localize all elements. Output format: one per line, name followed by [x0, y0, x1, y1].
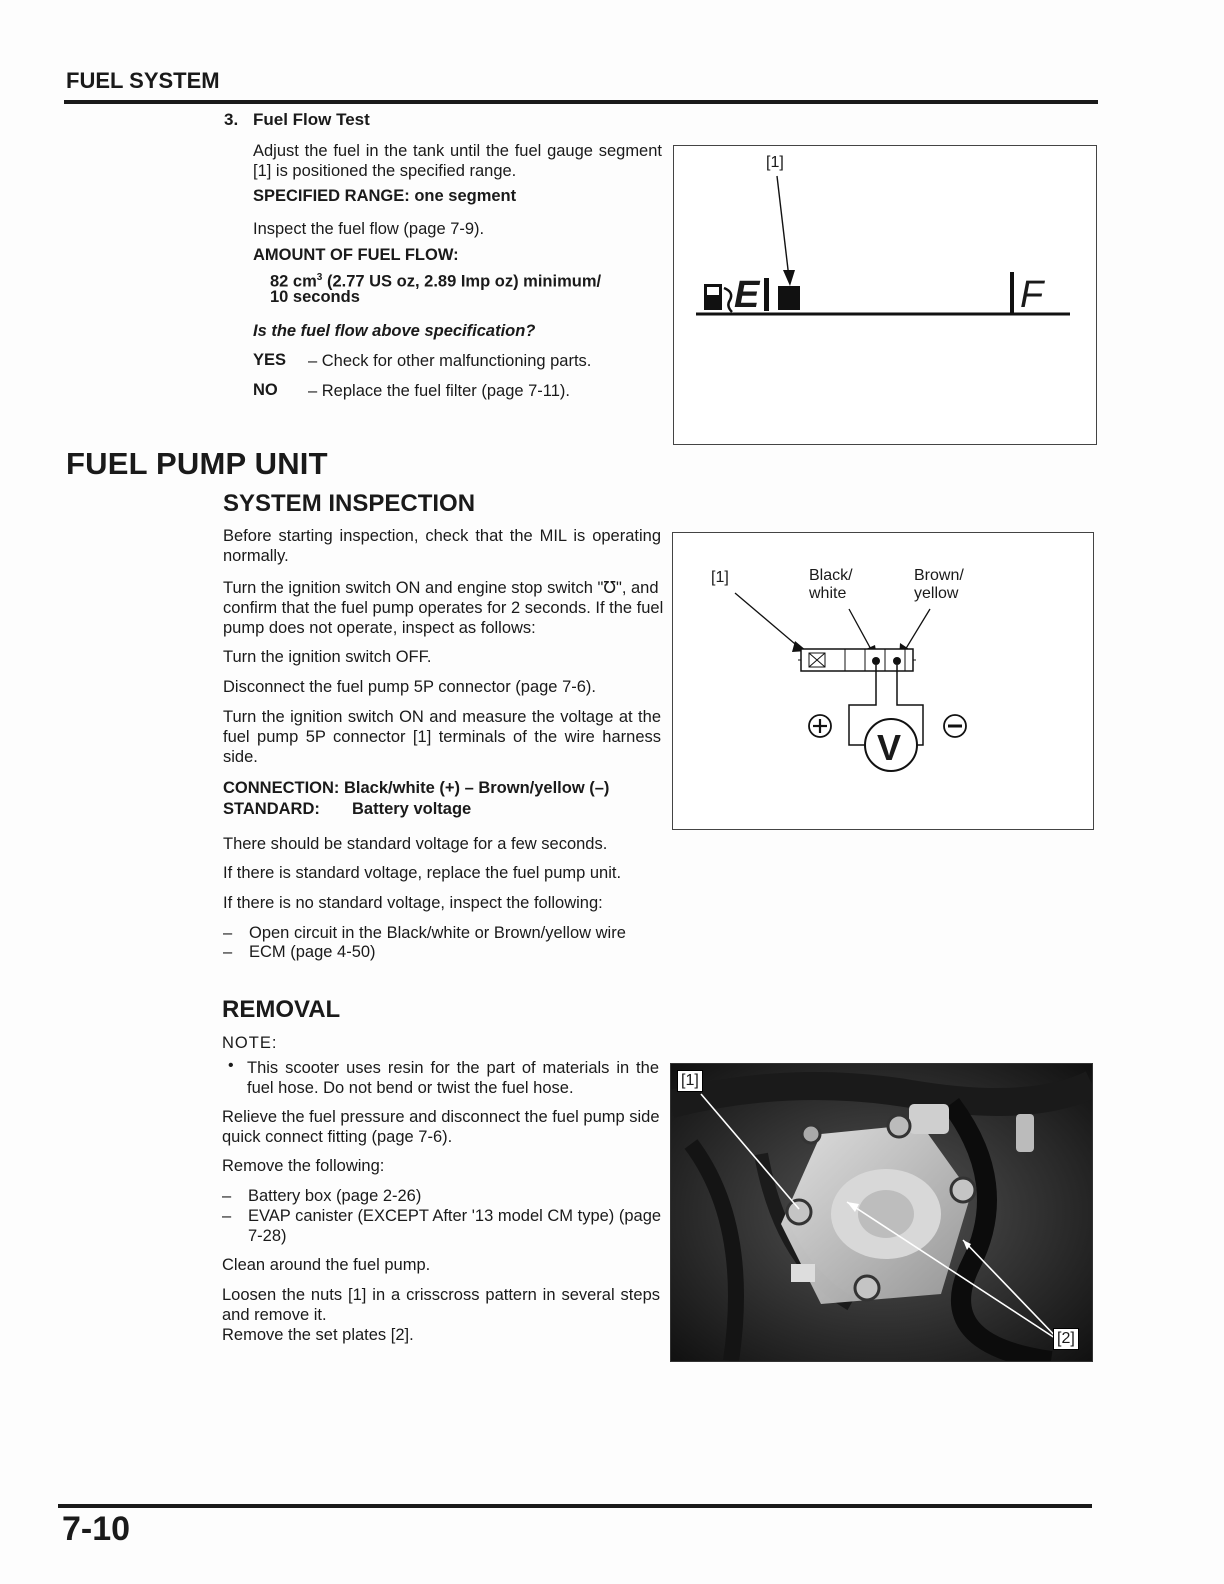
- removal-title: REMOVAL: [222, 996, 341, 1023]
- wire-label-black-white: Black/ white: [809, 567, 853, 602]
- inspection-p7: If there is standard voltage, replace the fuel pump unit.: [223, 864, 622, 882]
- gauge-callout: [1]: [766, 154, 784, 171]
- removal-p1: Relieve the fuel pressure and disconnect the fuel pump side quick connect fitting (page 7-6).: [222, 1108, 660, 1146]
- note-label: NOTE:: [222, 1034, 278, 1052]
- removal-p5: Remove the set plates [2].: [222, 1326, 414, 1344]
- note-bullet: •: [228, 1057, 234, 1074]
- removal-p4: Loosen the nuts [1] in a crisscross pattern in several steps and remove it.: [222, 1286, 660, 1324]
- connection-spec: CONNECTION: Black/white (+) – Brown/yellow (–): [223, 779, 610, 797]
- full-letter: F: [1020, 274, 1044, 316]
- amount-value: 82 $cm^3$ (2.77 US oz, 2.89 Imp oz) minimum/: [270, 272, 602, 291]
- footer-rule: [58, 1504, 1092, 1508]
- standard-value: Battery voltage: [352, 800, 472, 818]
- removal-p2: Remove the following:: [222, 1157, 385, 1175]
- flow-question: Is the fuel flow above specification?: [253, 322, 536, 340]
- header-rule: [64, 100, 1098, 104]
- fuel-gauge-figure: [673, 145, 1097, 445]
- no-label: NO: [253, 381, 278, 399]
- page-number: 7-10: [62, 1510, 131, 1548]
- standard-label: STANDARD:: [223, 800, 320, 818]
- system-inspection-title: SYSTEM INSPECTION: [223, 490, 476, 517]
- inspection-p2: Turn the ignition switch ON and engine stop switch "℧", and confirm that the fuel pump operates for 2 seconds. If the fuel pump does not operate, inspect as follows:: [223, 579, 664, 637]
- connector-callout: [1]: [711, 569, 729, 586]
- removal-p3: Clean around the fuel pump.: [222, 1256, 431, 1274]
- fuel-pump-photo: [670, 1063, 1093, 1362]
- list-item: – Battery box (page 2-26): [222, 1187, 422, 1205]
- inspection-p8: If there is no standard voltage, inspect the following:: [223, 894, 603, 912]
- inspection-p4: Disconnect the fuel pump 5P connector (page 7-6).: [223, 678, 596, 696]
- step-title: Fuel Flow Test: [253, 110, 370, 129]
- photo-drawing: [671, 1064, 1092, 1361]
- step-number: 3.: [224, 110, 239, 129]
- specified-range: SPECIFIED RANGE: one segment: [253, 187, 517, 205]
- list-item: – ECM (page 4-50): [223, 943, 376, 961]
- photo-callout-1: [1]: [677, 1070, 703, 1092]
- inspection-p1: Before starting inspection, check that the MIL is operating normally.: [223, 527, 661, 565]
- connector-drawing: [673, 533, 1093, 829]
- yes-label: YES: [253, 351, 287, 369]
- wire-label-brown-yellow: Brown/ yellow: [914, 567, 964, 602]
- removal-note: This scooter uses resin for the part of materials in the fuel hose. Do not bend or twist the fuel hose.: [247, 1059, 659, 1097]
- list-item: – EVAP canister (EXCEPT After '13 model CM type) (page 7-28): [222, 1207, 662, 1245]
- inspection-p6: There should be standard voltage for a few seconds.: [223, 835, 608, 853]
- inspection-p5: Turn the ignition switch ON and measure the voltage at the fuel pump 5P connector [1] terminals of the wire harness side.: [223, 708, 661, 766]
- inspect-flow-text: Inspect the fuel flow (page 7-9).: [253, 220, 485, 238]
- yes-text: – Check for other malfunctioning parts.: [308, 352, 592, 370]
- photo-callout-2: [2]: [1053, 1328, 1079, 1350]
- empty-letter: E: [734, 274, 760, 316]
- fuel-flow-instruction: Adjust the fuel in the tank until the fuel gauge segment [1] is positioned the specified range.: [253, 142, 662, 180]
- connector-figure: [672, 532, 1094, 830]
- amount-time: 10 seconds: [270, 288, 360, 306]
- fuel-pump-unit-title: FUEL PUMP UNIT: [66, 446, 328, 481]
- section-title: FUEL SYSTEM: [66, 68, 220, 93]
- list-item: – Open circuit in the Black/white or Brown/yellow wire: [223, 924, 626, 942]
- no-text: – Replace the fuel filter (page 7-11).: [308, 382, 571, 400]
- inspection-p3: Turn the ignition switch OFF.: [223, 648, 432, 666]
- amount-label: AMOUNT OF FUEL FLOW:: [253, 246, 459, 264]
- voltmeter-symbol: V: [877, 727, 902, 768]
